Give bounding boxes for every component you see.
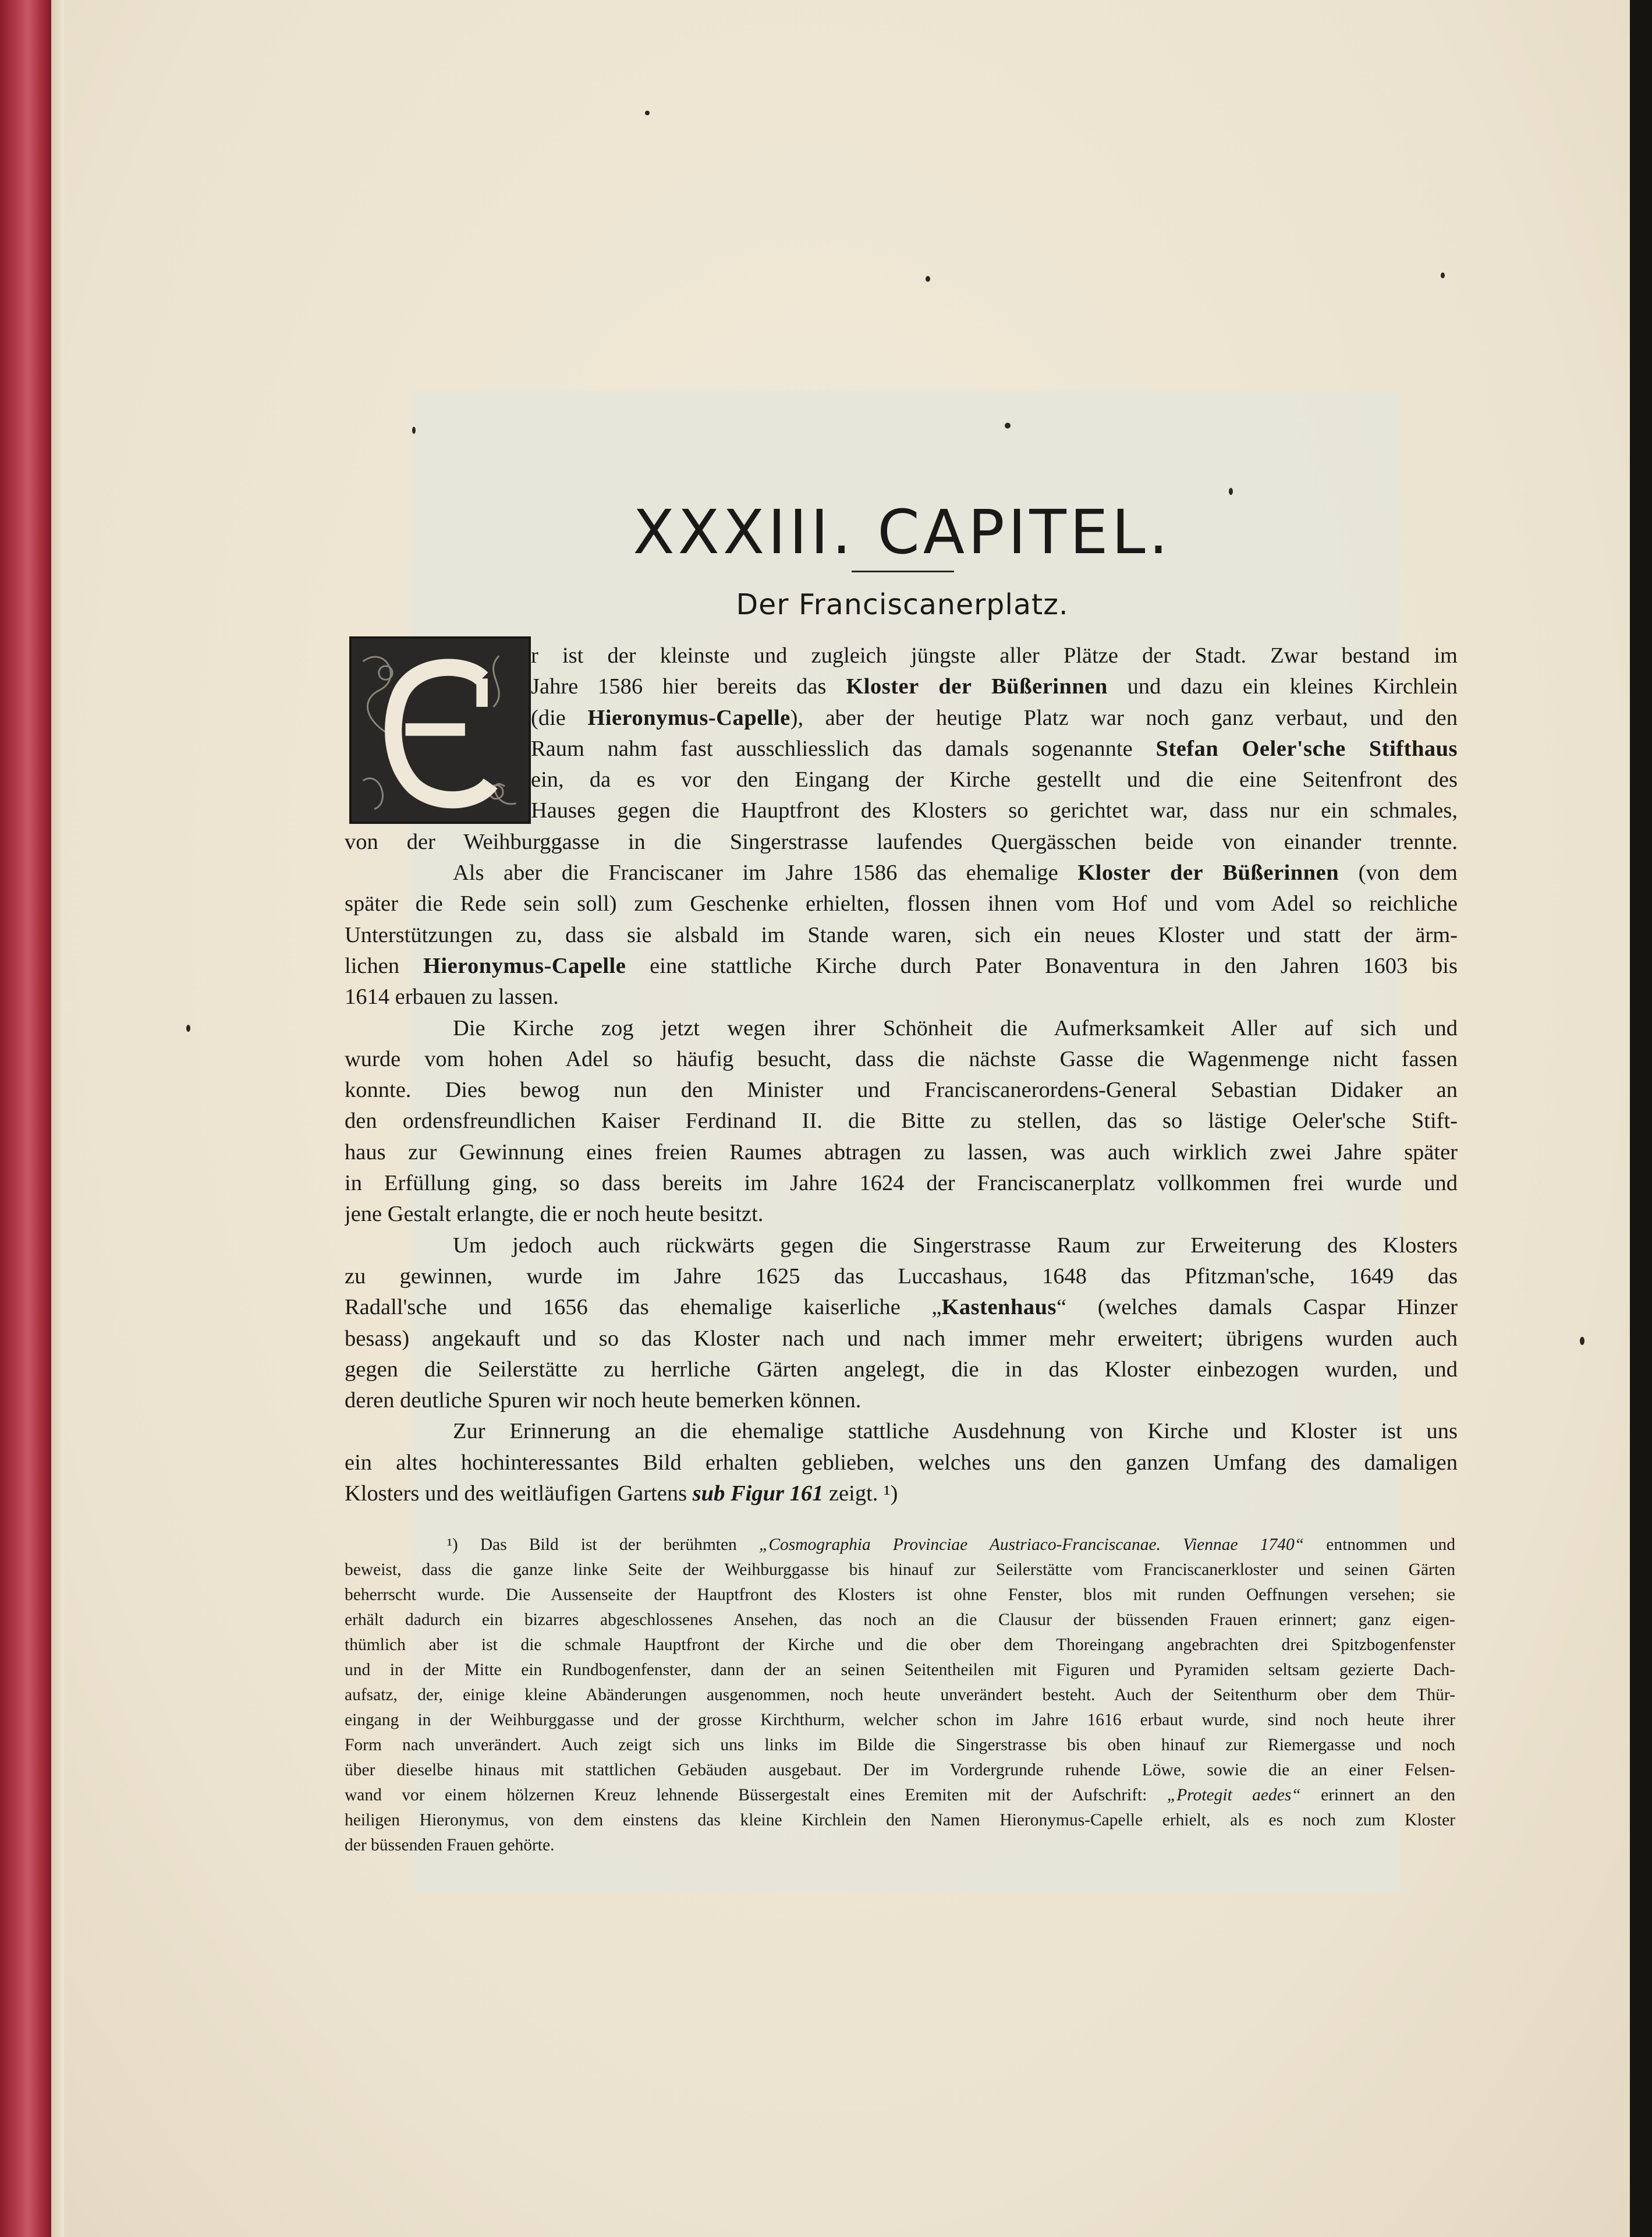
footnote-line <box>345 1758 1455 1783</box>
body-line <box>345 1137 1458 1168</box>
paper-speck <box>1229 488 1233 495</box>
figure-reference: sub Figur 161 <box>692 1481 824 1506</box>
body-text: Klosters und des weitläufigen Gartens <box>345 1481 693 1506</box>
body-line <box>345 764 1458 795</box>
body-text: Radall'sche und 1656 das ehemalige kaiserliche „ <box>345 1295 942 1320</box>
body-line <box>345 1447 1458 1478</box>
body-line <box>345 827 1458 858</box>
footnote-line <box>345 1633 1455 1658</box>
footnote-text: erinnert an den <box>1300 1786 1455 1804</box>
body-text: Die Kirche zog jetzt wegen ihrer Schönheit die Aufmerksamkeit Aller auf sich und <box>453 1015 1458 1040</box>
body-text: gegen die Seilerstätte zu herrliche Gärten angelegt, die in das Kloster einbezogen wurden, und <box>345 1357 1458 1382</box>
footnote-text: wand vor einem hölzernen Kreuz lehnende Büssergestalt eines Eremiten mit der Aufschrift: <box>345 1786 1167 1804</box>
body-line <box>345 889 1458 919</box>
footnote-text: entnommen und <box>1304 1535 1455 1554</box>
body-text: ein, da es vor den Eingang der Kirche gestellt und die eine Seitenfront des <box>531 767 1458 792</box>
footnote-line <box>345 1833 1455 1858</box>
footnote-text: Form nach unverändert. Auch zeigt sich uns links im Bilde die Singerstrasse bis oben hinauf zur Riemergasse und noch <box>345 1736 1455 1754</box>
footnote-line <box>345 1532 1455 1558</box>
body-line <box>345 1323 1458 1354</box>
body-line <box>345 1075 1458 1106</box>
body-line <box>345 703 1458 734</box>
body-text: jene Gestalt erlangte, die er noch heute besitzt. <box>345 1202 764 1227</box>
body-text: zeigt. ¹) <box>823 1481 898 1506</box>
footnote-text: thümlich aber ist die schmale Hauptfront der Kirche und die ober dem Thoreingang angebrachten drei Spitzbogenfenster <box>345 1636 1455 1654</box>
body-text: 1614 erbauen zu lassen. <box>345 985 559 1010</box>
emphasis-term: Kastenhaus <box>941 1295 1057 1320</box>
footnote-text: aufsatz, der, einige kleine Abänderungen ausgenommen, noch heute unverändert besteht. Auch der Seitenthurm ober dem Thür- <box>345 1686 1455 1704</box>
body-line <box>345 1292 1458 1323</box>
body-text: Um jedoch auch rückwärts gegen die Singerstrasse Raum zur Erweiterung des Klosters <box>453 1233 1458 1258</box>
emphasis-term: Kloster der Büßerinnen <box>846 674 1108 699</box>
body-text: r ist der kleinste und zugleich jüngste aller Plätze der Stadt. Zwar bestand im <box>531 643 1458 668</box>
footnote <box>345 1532 1455 1858</box>
body-text: (die <box>531 705 588 730</box>
footnote-text: beherrscht wurde. Die Aussenseite der Hauptfront des Klosters ist ohne Fenster, blos mit runden Oeffnungen versehen; sie <box>345 1585 1455 1604</box>
footnote-text: und in der Mitte ein Rundbogenfenster, dann der an seinen Seitentheilen mit Figuren und Pyramiden seltsam gezierte Dach- <box>345 1661 1455 1679</box>
body-text: lichen <box>345 953 423 978</box>
body-line <box>345 1354 1458 1385</box>
footnote-line <box>345 1808 1455 1833</box>
paper-speck <box>926 276 930 282</box>
chapter-subtitle: Der Franciscanerplatz. <box>736 588 1069 621</box>
body-line <box>345 982 1458 1013</box>
body-text: (von dem <box>1339 861 1458 886</box>
body-text: und dazu ein kleines Kirchlein <box>1107 674 1458 699</box>
footnote-line <box>345 1558 1455 1583</box>
body-line <box>345 1199 1458 1230</box>
body-text: später die Rede sein soll) zum Geschenke erhielten, flossen ihnen vom Hof und vom Adel so reichliche <box>345 891 1458 916</box>
body-line <box>345 1230 1458 1261</box>
body-text: Jahre 1586 hier bereits das <box>531 674 846 699</box>
chapter-body <box>345 640 1458 1509</box>
body-line <box>345 1044 1458 1075</box>
paper-speck <box>1441 272 1445 278</box>
footnote-text: erhält dadurch ein bizarres abgeschlossenes Ansehen, das noch an die Clausur der büssenden Frauen erinnert; ganz eigen- <box>345 1611 1455 1629</box>
emphasis-term: Stefan Oeler'sche Stifthaus <box>1155 736 1458 761</box>
footnote-line <box>345 1658 1455 1683</box>
body-text: Unterstützungen zu, dass sie alsbald im Stande waren, sich ein neues Kloster und statt der ärm- <box>345 922 1458 947</box>
body-text: besass) angekauft und so das Kloster nach und nach immer mehr erweitert; übrigens wurden auch <box>345 1326 1458 1351</box>
scan-edge <box>1630 0 1652 2237</box>
emphasis-term: Hieronymus-Capelle <box>587 705 790 730</box>
body-line <box>345 1385 1458 1416</box>
body-line <box>345 795 1458 826</box>
footnote-text: heiligen Hieronymus, von dem einstens das kleine Kirchlein den Namen Hieronymus-Capelle erhielt, als es noch zum Kloster <box>345 1811 1455 1829</box>
svg-text:E: E <box>438 745 442 752</box>
body-text: konnte. Dies bewog nun den Minister und Franciscanerordens-General Sebastian Didaker an <box>345 1078 1458 1103</box>
emphasis-term: Kloster der Büßerinnen <box>1077 861 1339 886</box>
footnote-line <box>345 1608 1455 1633</box>
body-line <box>345 1416 1458 1447</box>
paper-speck <box>412 427 416 434</box>
footnote-text: über dieselbe hinaus mit stattlichen Gebäuden ausgebaut. Der im Vordergrunde ruhende Löwe, sowie die an einer Felsen- <box>345 1761 1455 1779</box>
body-line <box>345 920 1458 951</box>
footnote-line <box>345 1583 1455 1608</box>
body-text: Zur Erinnerung an die ehemalige stattliche Ausdehnung von Kirche und Kloster ist uns <box>453 1419 1458 1444</box>
footnote-text: ¹) Das Bild ist der berühmten <box>447 1535 759 1554</box>
footnote-line <box>345 1783 1455 1808</box>
body-line <box>345 1168 1458 1199</box>
body-text: Als aber die Franciscaner im Jahre 1586 das ehemalige <box>453 861 1078 886</box>
footnote-line <box>345 1733 1455 1758</box>
body-text: den ordensfreundlichen Kaiser Ferdinand II. die Bitte zu stellen, das so lästige Oeler'sche Stift- <box>345 1109 1458 1134</box>
book-spine <box>0 0 51 2237</box>
body-text: eine stattliche Kirche durch Pater Bonaventura in den Jahren 1603 bis <box>626 953 1458 978</box>
footnote-text: beweist, dass die ganze linke Seite der Weihburggasse bis hinauf zur Seilerstätte vom Franciscanerkloster und seinen Gärten <box>345 1560 1455 1579</box>
body-text: Raum nahm fast ausschliesslich das damals sogenannte <box>531 736 1156 761</box>
body-line <box>345 1478 1458 1509</box>
paper-speck <box>1005 423 1011 429</box>
title-rule <box>852 571 954 572</box>
body-text: haus zur Gewinnung eines freien Raumes abtragen zu lassen, was auch wirklich zwei Jahre später <box>345 1139 1458 1164</box>
body-text: Hauses gegen die Hauptfront des Klosters so gerichtet war, dass nur ein schmales, <box>531 798 1458 823</box>
body-text: ein altes hochinteressantes Bild erhalten geblieben, welches uns den ganzen Umfang des damaligen <box>345 1450 1458 1475</box>
footnote-text: eingang in der Weihburggasse und der grosse Kirchthurm, welcher schon im Jahre 1616 erbaut wurde, sind noch heute ihrer <box>345 1711 1455 1729</box>
body-line <box>345 734 1458 764</box>
body-line <box>345 1013 1458 1044</box>
body-text: wurde vom hohen Adel so häufig besucht, dass die nächste Gasse die Wagenmenge nicht fassen <box>345 1046 1458 1071</box>
paper-speck <box>1580 1337 1584 1345</box>
paper-speck <box>645 111 650 115</box>
body-line <box>345 858 1458 889</box>
body-text: “ (welches damals Caspar Hinzer <box>1057 1295 1458 1320</box>
chapter-title: XXXIII. CAPITEL. <box>633 497 1172 568</box>
page-gutter <box>51 0 64 2237</box>
body-line <box>345 1106 1458 1137</box>
bleed-through-text <box>343 338 704 361</box>
footnote-line <box>345 1683 1455 1708</box>
footnote-line <box>345 1708 1455 1733</box>
body-text: in Erfüllung ging, so dass bereits im Jahre 1624 der Franciscanerplatz vollkommen frei wurde und <box>345 1171 1458 1196</box>
body-text: deren deutliche Spuren wir noch heute bemerken können. <box>345 1388 862 1413</box>
body-text: zu gewinnen, wurde im Jahre 1625 das Luccashaus, 1648 das Pfitzman'sche, 1649 das <box>345 1263 1458 1289</box>
body-line <box>345 671 1458 702</box>
italic-citation: „Cosmographia Provinciae Austriaco-Franciscanae. Viennae 1740“ <box>758 1535 1304 1554</box>
body-line <box>345 951 1458 982</box>
footnote-text: der büssenden Frauen gehörte. <box>345 1836 555 1854</box>
paper-speck <box>186 1025 190 1032</box>
emphasis-term: Hieronymus-Capelle <box>423 953 626 978</box>
body-text: ), aber der heutige Platz war noch ganz verbaut, und den <box>790 705 1458 730</box>
body-line <box>345 640 1458 671</box>
body-text: von der Weihburggasse in die Singerstrasse laufendes Quergässchen beide von einander trennte. <box>345 829 1458 854</box>
italic-citation: „Protegit aedes“ <box>1167 1786 1301 1804</box>
body-line <box>345 1261 1458 1292</box>
